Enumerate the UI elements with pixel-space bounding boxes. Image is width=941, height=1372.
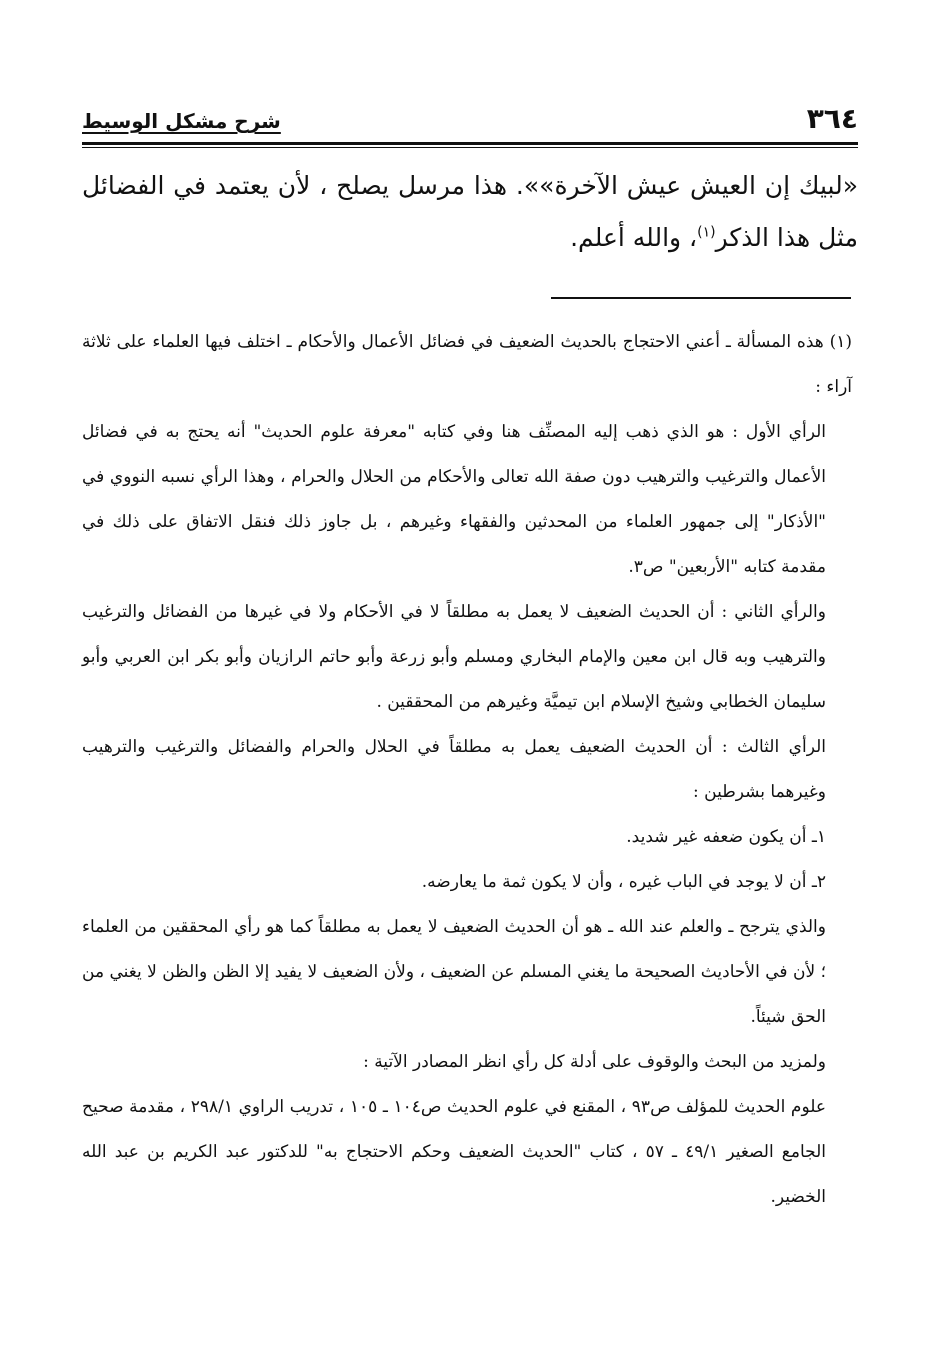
footnote-opinion-2: والرأي الثاني : أن الحديث الضعيف لا يعمل به مطلقاً لا في الأحكام ولا في غيرها من الفضائل والترغيب والترهيب وبه قال ابن معين والإمام البخاري ومسلم وأبو زرعة وأبو حاتم الرازيان وأبو بكر ابن العربي وأبو سليمان الخطابي وشيخ الإسلام ابن تيميَّة وغيرهم من المحققين . — [82, 602, 826, 712]
footnote-preference: والذي يترجح ـ والعلم عند الله ـ هو أن الحديث الضعيف لا يعمل به مطلقاً كما هو رأي المحققين من العلماء ؛ لأن في الأحاديث الصحيحة ما يغني المسلم عن الضعيف ، ولأن الضعيف لا يفيد إلا الظن والظن لا يغني من الحق شيئاً. — [82, 917, 826, 1027]
main-text — [82, 160, 858, 264]
footnote-sources: علوم الحديث للمؤلف ص٩٣ ، المقنع في علوم الحديث ص١٠٤ ـ ١٠٥ ، تدريب الراوي ٢٩٨/١ ، مقدمة صحيح الجامع الصغير ٤٩/١ ـ ٥٧ ، كتاب "الحديث الضعيف وحكم الاحتجاج به" للدكتور عبد الكريم بن عبد الله الخضير. — [82, 1097, 827, 1207]
footnote-opinion-3: الرأي الثالث : أن الحديث الضعيف يعمل به مطلقاً في الحلال والحرام والفضائل والترغيب والترهيب وغيرهما بشرطين : — [82, 737, 826, 802]
main-text-part-1: «لبيك إن العيش عيش الآخرة»». هذا مرسل يصلح ، لأن يعتمد في الفضائل مثل هذا الذكر — [82, 171, 858, 252]
footnote-opinion-1: الرأي الأول : هو الذي ذهب إليه المصنِّف هنا وفي كتابه "معرفة علوم الحديث" أنه يحتج به في فضائل الأعمال والترغيب والترهيب دون صفة الله تعالى والأحكام من الحلال والحرام ، وهذا الرأي نسبه النووي في "الأذكار" إلى جمهور العلماء من المحدثين والفقهاء وغيرهم ، بل جاوز ذلك فنقل الاتفاق على ذلك في مقدمة كتابه "الأربعين" ص٣. — [82, 422, 826, 577]
footnote-further-reading: ولمزيد من البحث والوقوف على أدلة كل رأي انظر المصادر الآتية : — [363, 1052, 826, 1072]
footnote-intro: (١) هذه المسألة ـ أعني الاحتجاج بالحديث الضعيف في فضائل الأعمال والأحكام ـ اختلف فيها العلماء على ثلاثة آراء : — [82, 332, 852, 397]
book-title: شرح مشكل الوسيط — [82, 109, 281, 133]
page-number: ٣٦٤ — [806, 102, 858, 135]
running-header — [82, 96, 858, 136]
footnote-divider — [551, 297, 851, 299]
main-text-part-2: ، والله أعلم. — [570, 223, 698, 252]
footnote-condition-1: ١ـ أن يكون ضعفه غير شديد. — [626, 827, 826, 847]
footnote-reference: (١) — [697, 224, 716, 241]
footnote-condition-2: ٢ـ أن لا يوجد في الباب غيره ، وأن لا يكون ثمة ما يعارضه. — [421, 872, 826, 892]
header-divider — [82, 142, 858, 148]
footnotes — [82, 320, 852, 1220]
